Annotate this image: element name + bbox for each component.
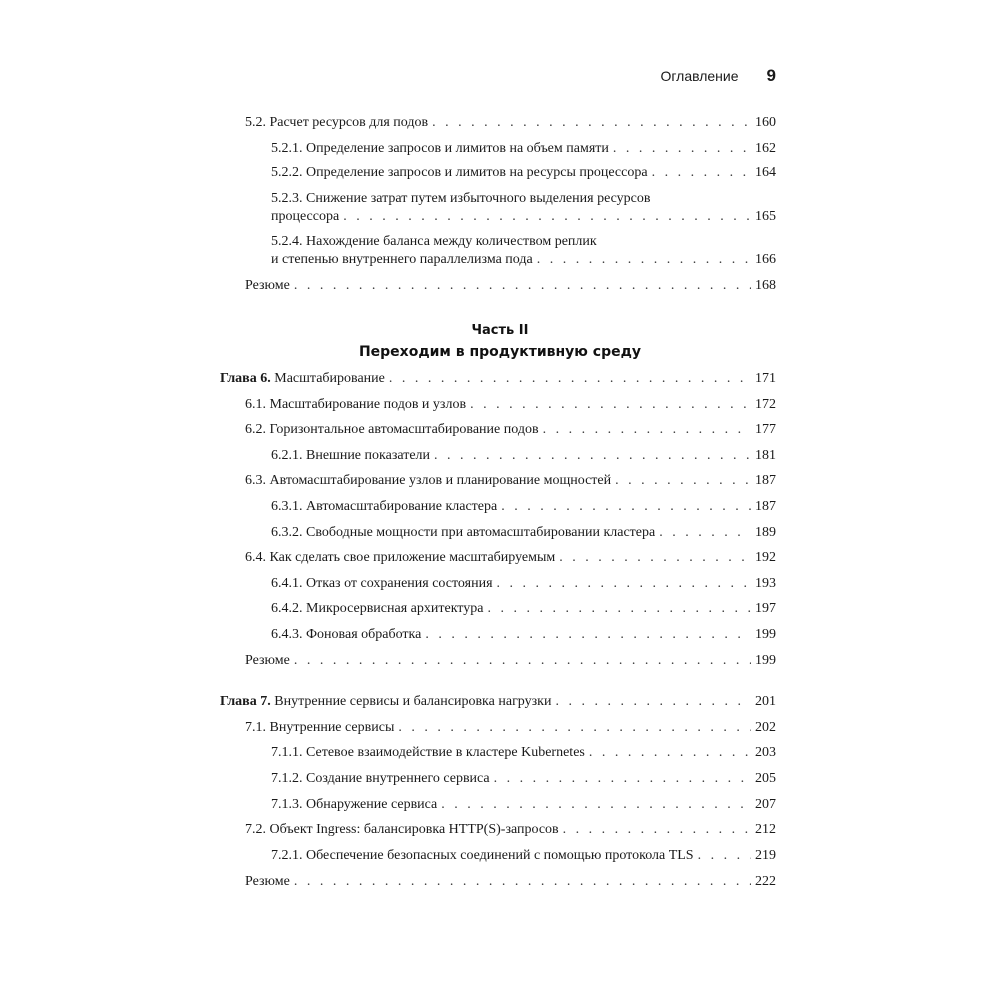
dot-leader (398, 719, 751, 737)
toc-entry-summary-7 (245, 873, 776, 891)
toc-entry-page: 219 (755, 848, 776, 863)
toc-entry-title: Резюме (245, 278, 290, 293)
toc-entry-6-3-2 (271, 524, 776, 542)
dot-leader (555, 693, 751, 711)
toc-entry-title-line1: 5.2.3. Снижение затрат путем избыточного выделения ресурсов (271, 191, 651, 206)
toc-entry-page: 166 (755, 252, 776, 267)
toc-entry-page: 199 (755, 653, 776, 668)
toc-entry-title: 7.1.1. Сетевое взаимодействие в кластере Kubernetes (271, 745, 585, 760)
toc-entry-page: 203 (755, 745, 776, 760)
toc-entry-page: 192 (755, 550, 776, 565)
dot-leader (343, 208, 751, 226)
toc-entry-title: 6.2. Горизонтальное автомасштабирование подов (245, 422, 539, 437)
toc-entry-6-2-1 (271, 447, 776, 465)
toc-entry-6-3 (245, 472, 776, 490)
dot-leader (559, 549, 751, 567)
toc-entry-title: 7.2.1. Обеспечение безопасных соединений с помощью протокола TLS (271, 848, 694, 863)
toc-entry-page: 201 (755, 694, 776, 709)
toc-entry-page: 177 (755, 422, 776, 437)
toc-entry-5-2-3 (271, 190, 776, 226)
dot-leader (497, 575, 751, 593)
dot-leader (543, 421, 751, 439)
toc-entry-6-4 (245, 549, 776, 567)
toc-entry-title: 7.1.3. Обнаружение сервиса (271, 797, 438, 812)
toc-entry-title: 5.2.1. Определение запросов и лимитов на объем памяти (271, 141, 609, 156)
toc-entry-page: 162 (755, 141, 776, 156)
page-number: 9 (766, 66, 776, 85)
toc-entry-title: и степенью внутреннего параллелизма пода (271, 252, 533, 267)
toc-entry-title: Масштабирование (274, 371, 385, 386)
toc-entry-title: 6.4. Как сделать свое приложение масштабируемым (245, 550, 556, 565)
chapter-prefix: Глава 6. (220, 371, 271, 386)
toc-entry-5-2-1 (271, 140, 776, 158)
toc-entry-summary-5 (245, 277, 776, 295)
dot-leader (425, 626, 751, 644)
toc-entry-page: 199 (755, 627, 776, 642)
toc-entry-page: 160 (755, 115, 776, 130)
toc-entry-title: 5.2. Расчет ресурсов для подов (245, 115, 429, 130)
toc-entry-title: 7.1.2. Создание внутреннего сервиса (271, 771, 490, 786)
toc-entry-title: 6.2.1. Внешние показатели (271, 448, 431, 463)
toc-entry-title: 6.4.1. Отказ от сохранения состояния (271, 576, 493, 591)
dot-leader (589, 744, 751, 762)
dot-leader (698, 847, 751, 865)
toc-entry-page: 222 (755, 874, 776, 889)
toc-entry-7-1-2 (271, 770, 776, 788)
toc-entry-5-2 (245, 114, 776, 132)
toc-entry-page: 187 (755, 473, 776, 488)
dot-leader (434, 447, 751, 465)
toc-entry-page: 187 (755, 499, 776, 514)
toc-entry-title: 6.3.2. Свободные мощности при автомасштабировании кластера (271, 525, 656, 540)
toc-entry-title-line1: 5.2.4. Нахождение баланса между количеством реплик (271, 234, 597, 249)
dot-leader (294, 652, 751, 670)
toc-entry-page: 189 (755, 525, 776, 540)
toc-entry-page: 172 (755, 397, 776, 412)
toc-entry-page: 212 (755, 822, 776, 837)
toc-entry-7-2-1 (271, 847, 776, 865)
toc-entry-page: 171 (755, 371, 776, 386)
chapter-prefix: Глава 7. (220, 694, 271, 709)
dot-leader (563, 821, 751, 839)
toc-entry-title: 6.3. Автомасштабирование узлов и планирование мощностей (245, 473, 612, 488)
dot-leader (470, 396, 751, 414)
dot-leader (537, 251, 751, 269)
dot-leader (389, 370, 751, 388)
toc-entry-page: 205 (755, 771, 776, 786)
toc-entry-6-3-1 (271, 498, 776, 516)
dot-leader (501, 498, 751, 516)
toc-entry-page: 193 (755, 576, 776, 591)
toc-entry-title: 6.1. Масштабирование подов и узлов (245, 397, 467, 412)
toc-entry-title: 6.4.3. Фоновая обработка (271, 627, 422, 642)
dot-leader (494, 770, 751, 788)
toc-entry-title: 7.2. Объект Ingress: балансировка HTTP(S)-запросов (245, 822, 559, 837)
toc-entry-6-2 (245, 421, 776, 439)
section-title: Оглавление (660, 68, 739, 84)
toc-entry-title: 7.1. Внутренние сервисы (245, 720, 395, 735)
toc-entry-5-2-4 (271, 233, 776, 269)
toc-entry-6-4-3 (271, 626, 776, 644)
toc-entry-page: 202 (755, 720, 776, 735)
dot-leader (659, 524, 751, 542)
dot-leader (613, 140, 751, 158)
part-label: Часть II (471, 323, 529, 338)
toc-entry-7-2 (245, 821, 776, 839)
dot-leader (615, 472, 751, 490)
toc-entry-7-1-3 (271, 796, 776, 814)
toc-entry-title: Резюме (245, 874, 290, 889)
toc-entry-title: Резюме (245, 653, 290, 668)
toc-entry-6-4-2 (271, 600, 776, 618)
part-title: Переходим в продуктивную среду (358, 344, 642, 360)
toc-entry-chapter-6 (220, 370, 776, 388)
toc-entry-chapter-7 (220, 693, 776, 711)
toc-entry-page: 181 (755, 448, 776, 463)
dot-leader (432, 114, 751, 132)
toc-entry-title: Внутренние сервисы и балансировка нагрузки (274, 694, 552, 709)
toc-entry-7-1-1 (271, 744, 776, 762)
toc-entry-5-2-2 (271, 164, 776, 182)
toc-entry-7-1 (245, 719, 776, 737)
toc-entry-page: 207 (755, 797, 776, 812)
toc-entry-page: 164 (755, 165, 776, 180)
dot-leader (487, 600, 751, 618)
toc-entry-summary-6 (245, 652, 776, 670)
toc-entry-page: 165 (755, 209, 776, 224)
dot-leader (652, 164, 751, 182)
toc-entry-page: 168 (755, 278, 776, 293)
toc-entry-6-4-1 (271, 575, 776, 593)
toc-entry-title: 6.3.1. Автомасштабирование кластера (271, 499, 498, 514)
dot-leader (294, 277, 751, 295)
toc-entry-title: 6.4.2. Микросервисная архитектура (271, 601, 484, 616)
toc-entry-6-1 (245, 396, 776, 414)
toc-entry-title: процессора (271, 209, 340, 224)
toc-entry-page: 197 (755, 601, 776, 616)
dot-leader (441, 796, 751, 814)
dot-leader (294, 873, 751, 891)
toc-entry-title: 5.2.2. Определение запросов и лимитов на ресурсы процессора (271, 165, 648, 180)
